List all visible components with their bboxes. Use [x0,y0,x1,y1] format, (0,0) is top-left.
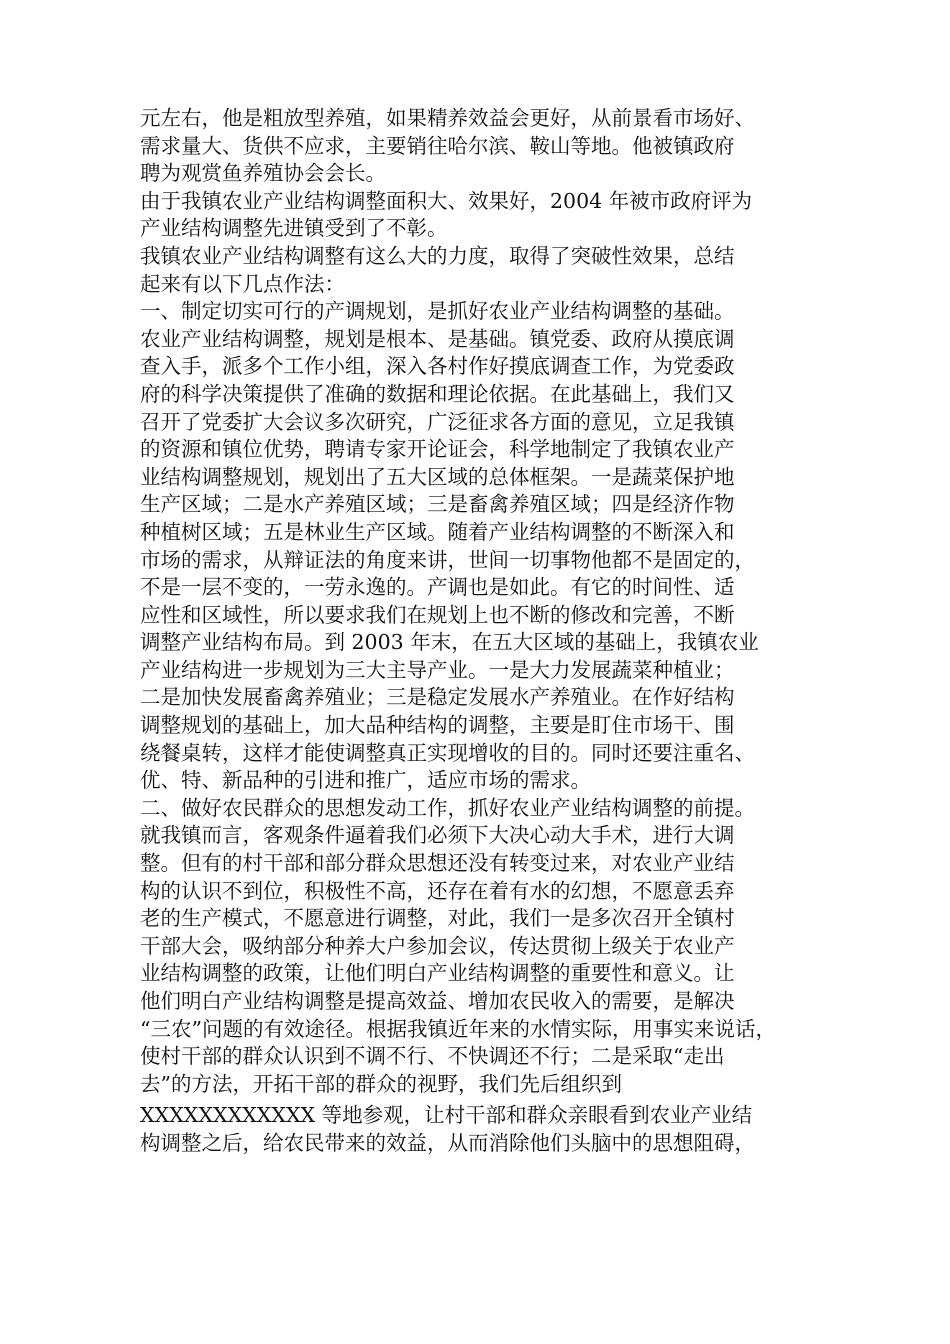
text-line: 种植树区域；五是林业生产区域。随着产业结构调整的不断深入和 [140,519,735,544]
text-line: 调整规划的基础上，加大品种结构的调整，主要是盯住市场干、围 [140,713,735,738]
text-line: 起来有以下几点作法： [140,271,345,296]
text-line: 元左右，他是粗放型养殖，如果精养效益会更好，从前景看市场好、 [140,106,755,130]
text-line: 查入手，派多个工作小组，深入各村作好摸底调查工作，为党委政 [140,354,735,379]
text-line: 由于我镇农业产业结构调整面积大、效果好，2004 年被市政府评为 [140,188,753,213]
text-line: 整。但有的村干部和部分群众思想还没有转变过来，对农业产业结 [140,851,735,876]
text-line: 优、特、新品种的引进和推广，适应市场的需求。 [140,768,591,793]
text-line: 使村干部的群众认识到不调不行、不快调还不行；二是采取“走出 [140,1044,725,1069]
text-line: 业结构调整的政策，让他们明白产业结构调整的重要性和意义。让 [140,961,735,986]
text-line: 老的生产模式，不愿意进行调整，对此，我们一是多次召开全镇村 [140,906,735,931]
text-line: 调整产业结构布局。到 2003 年末，在五大区域的基础上，我镇农业 [140,630,759,655]
text-line: “三农”问题的有效途径。根据我镇近年来的水情实际，用事实来说话， [140,1016,776,1041]
text-line: 市场的需求，从辩证法的角度来讲，世间一切事物他都不是固定的， [140,547,755,572]
text-line: 我镇农业产业结构调整有这么大的力度，取得了突破性效果，总结 [140,243,735,268]
text-line: 聘为观赏鱼养殖协会会长。 [140,161,386,186]
text-line: 产业结构进一步规划为三大主导产业。一是大力发展蔬菜种植业； [140,657,735,682]
text-line: 不是一层不变的，一劳永逸的。产调也是如此。有它的时间性、适 [140,575,735,600]
text-line: 业结构调整规划，规划出了五大区域的总体框架。一是蔬菜保护地 [140,464,735,489]
text-line: 的资源和镇位优势，聘请专家开论证会，科学地制定了我镇农业产 [140,437,735,462]
document-body [140,105,830,1158]
text-line: 绕餐桌转，这样才能使调整真正实现增收的目的。同时还要注重名、 [140,740,755,765]
text-line: 生产区域；二是水产养殖区域；三是畜禽养殖区域；四是经济作物 [140,492,735,517]
text-line: 干部大会，吸纳部分种养大户参加会议，传达贯彻上级关于农业产 [140,933,735,958]
text-line: 需求量大、货供不应求，主要销往哈尔滨、鞍山等地。他被镇政府 [140,133,735,158]
section-heading: 一、制定切实可行的产调规划，是抓好农业产业结构调整的基础。 [140,299,735,324]
text-line: 召开了党委扩大会议多次研究，广泛征求各方面的意见，立足我镇 [140,409,735,434]
text-line: 二是加快发展畜禽养殖业；三是稳定发展水产养殖业。在作好结构 [140,685,735,710]
text-line: 应性和区域性，所以要求我们在规划上也不断的修改和完善，不断 [140,602,735,627]
text-line: 去”的方法，开拓干部的群众的视野，我们先后组织到 [140,1071,622,1096]
text-line: 他们明白产业结构调整是提高效益、增加农民收入的需要，是解决 [140,989,735,1013]
text-line: 府的科学决策提供了准确的数据和理论依据。在此基础上，我们又 [140,381,735,406]
text-line: XXXXXXXXXXXX 等地参观，让村干部和群众亲眼看到农业产业结 [140,1103,753,1128]
text-line: 产业结构调整先进镇受到了不彰。 [140,216,448,241]
text-line: 就我镇而言，客观条件逼着我们必须下大决心动大手术，进行大调 [140,823,735,848]
text-line: 农业产业结构调整，规划是根本、是基础。镇党委、政府从摸底调 [140,326,735,351]
section-heading: 二、做好农民群众的思想发动工作，抓好农业产业结构调整的前提。 [140,795,755,820]
text-line: 构的认识不到位，积极性不高，还存在着有水的幻想，不愿意丢弃 [140,878,735,903]
text-line: 构调整之后，给农民带来的效益，从而消除他们头脑中的思想阻碍， [140,1130,755,1155]
